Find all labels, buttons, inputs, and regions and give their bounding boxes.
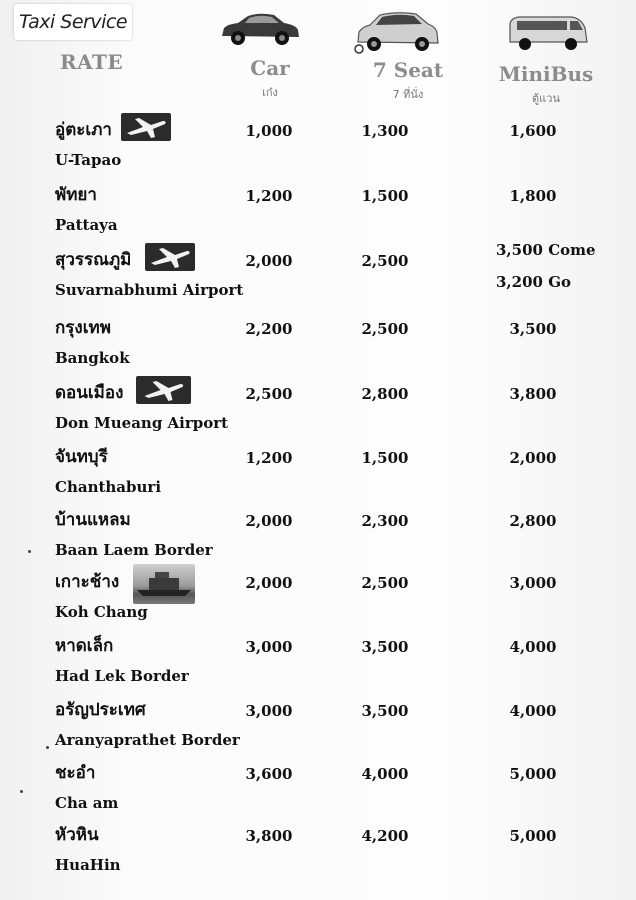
minibus-label: MiniBus xyxy=(498,62,594,86)
destination-thai: สุวรรณภูมิ xyxy=(55,250,132,270)
destination-thai: อู่ตะเภา xyxy=(55,120,112,140)
destination-thai: กรุงเทพ xyxy=(55,318,111,338)
price-minibus: 1,600 xyxy=(509,122,557,140)
route-row-chanthaburi xyxy=(0,443,636,507)
destination-english: Don Mueang Airport xyxy=(55,414,229,432)
price-minibus: 5,000 xyxy=(509,765,557,783)
price-car: 3,000 xyxy=(245,638,293,656)
destination-thai: ชะอำ xyxy=(55,763,96,783)
route-row-u-tapao xyxy=(0,116,636,180)
destination-english: Pattaya xyxy=(55,216,118,234)
price-minibus: 2,800 xyxy=(509,512,557,530)
route-row-don-mueang xyxy=(0,379,636,443)
price-minibus: 1,800 xyxy=(509,187,557,205)
route-row-koh-chang xyxy=(0,568,636,632)
price-7-seat: 3,500 xyxy=(361,702,409,720)
punch-mark xyxy=(28,550,31,553)
price-7-seat: 4,200 xyxy=(361,827,409,845)
price-car: 2,200 xyxy=(245,320,293,338)
destination-english: Had Lek Border xyxy=(55,667,189,685)
price-7-seat: 2,300 xyxy=(361,512,409,530)
seven-seat-label: 7 Seat xyxy=(372,58,444,82)
price-car: 3,600 xyxy=(245,765,293,783)
minibus-thai-label: ตู้แวน xyxy=(532,92,560,105)
seven-seat-column-header xyxy=(360,58,456,103)
punch-mark xyxy=(20,790,23,793)
price-7-seat: 2,500 xyxy=(361,320,409,338)
price-minibus-come: 3,500 Come xyxy=(496,241,596,259)
price-7-seat: 2,500 xyxy=(361,574,409,592)
destination-english: U-Tapao xyxy=(55,151,122,169)
route-row-cha-am xyxy=(0,759,636,823)
destination-thai: หาดเล็ก xyxy=(55,636,114,656)
price-minibus: 4,000 xyxy=(509,638,557,656)
price-7-seat: 1,500 xyxy=(361,449,409,467)
airplane-icon xyxy=(136,376,191,404)
price-minibus: 2,000 xyxy=(509,449,557,467)
destination-thai: เกาะช้าง xyxy=(55,572,120,592)
price-minibus: 3,500 xyxy=(509,320,557,338)
price-car: 1,000 xyxy=(245,122,293,140)
price-car: 3,800 xyxy=(245,827,293,845)
route-row-suvarnabhumi xyxy=(0,241,636,310)
price-car: 2,000 xyxy=(245,574,293,592)
destination-thai: หัวหิน xyxy=(55,825,99,845)
destination-english: Chanthaburi xyxy=(55,478,162,496)
rate-heading: RATE xyxy=(60,50,124,74)
price-7-seat: 4,000 xyxy=(361,765,409,783)
price-7-seat: 2,800 xyxy=(361,385,409,403)
car-column-header xyxy=(230,56,310,101)
price-minibus-pair xyxy=(496,234,596,298)
price-minibus-go: 3,200 Go xyxy=(496,273,572,291)
car-label: Car xyxy=(250,56,290,80)
minibus-van-icon xyxy=(507,14,589,52)
destination-english: HuaHin xyxy=(55,856,121,874)
route-row-bangkok xyxy=(0,314,636,378)
minibus-column-header xyxy=(494,62,598,107)
destination-english: Baan Laem Border xyxy=(55,541,213,559)
seven-seat-car-icon xyxy=(354,8,440,56)
price-car: 2,000 xyxy=(245,252,293,270)
destination-english: Koh Chang xyxy=(55,603,148,621)
route-row-aranyaprathet xyxy=(0,696,636,760)
route-row-huahin xyxy=(0,821,636,885)
price-minibus: 3,000 xyxy=(509,574,557,592)
price-minibus: 5,000 xyxy=(509,827,557,845)
price-7-seat: 3,500 xyxy=(361,638,409,656)
price-car: 1,200 xyxy=(245,449,293,467)
brand-logo-icon xyxy=(354,44,364,54)
price-minibus: 4,000 xyxy=(509,702,557,720)
sedan-car-icon xyxy=(218,8,302,48)
destination-english: Suvarnabhumi Airport xyxy=(55,281,244,299)
punch-mark xyxy=(46,746,49,749)
price-minibus: 3,800 xyxy=(509,385,557,403)
price-car: 2,000 xyxy=(245,512,293,530)
destination-thai: อรัญประเทศ xyxy=(55,700,146,720)
taxi-service-tag: Taxi Service xyxy=(14,4,132,40)
price-car: 3,000 xyxy=(245,702,293,720)
price-7-seat: 1,500 xyxy=(361,187,409,205)
destination-thai: บ้านแหลม xyxy=(55,510,131,530)
price-car: 1,200 xyxy=(245,187,293,205)
route-row-baan-laem xyxy=(0,506,636,570)
airplane-icon xyxy=(121,113,171,141)
ferry-icon xyxy=(133,564,195,604)
price-7-seat: 1,300 xyxy=(361,122,409,140)
destination-thai: พัทยา xyxy=(55,185,97,205)
destination-thai: จันทบุรี xyxy=(55,447,108,467)
destination-thai: ดอนเมือง xyxy=(55,383,124,403)
seven-seat-thai-label: 7 ที่นั่ง xyxy=(392,88,424,101)
route-row-had-lek xyxy=(0,632,636,696)
car-thai-label: เก๋ง xyxy=(262,86,278,99)
price-car: 2,500 xyxy=(245,385,293,403)
destination-english: Bangkok xyxy=(55,349,130,367)
destination-english: Cha am xyxy=(55,794,119,812)
destination-english: Aranyaprathet Border xyxy=(55,731,240,749)
airplane-icon xyxy=(145,243,195,271)
price-7-seat: 2,500 xyxy=(361,252,409,270)
